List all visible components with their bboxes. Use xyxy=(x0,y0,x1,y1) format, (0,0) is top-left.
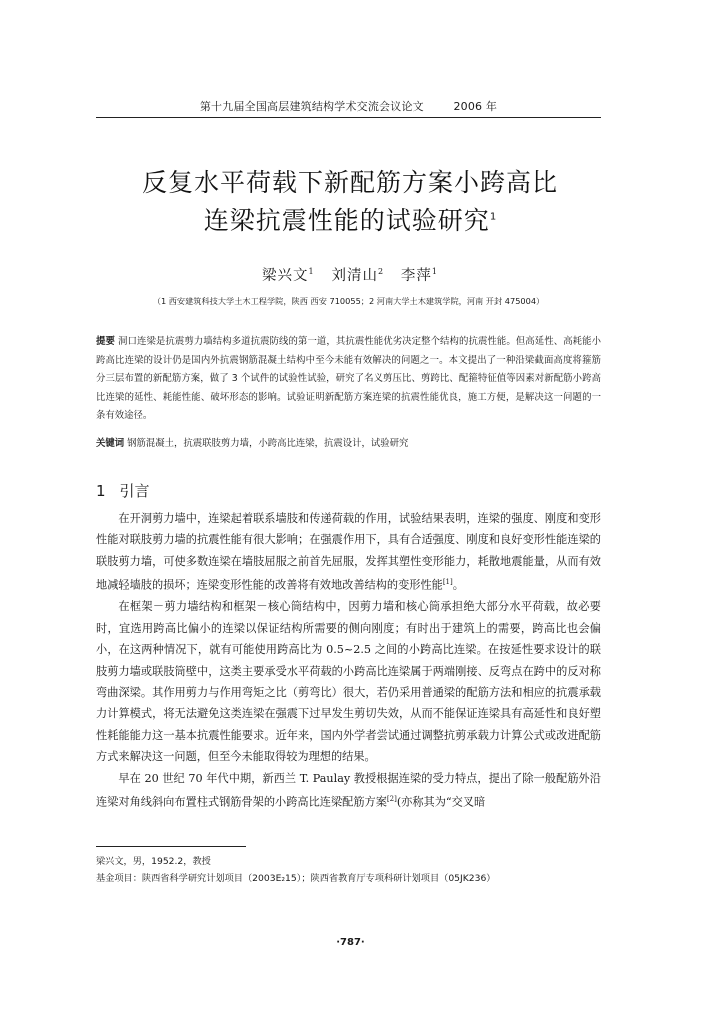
section-number: 1 xyxy=(96,482,106,500)
title-line-2-text: 连梁抗震性能的试验研究 xyxy=(203,206,490,235)
title-footnote-marker: 1 xyxy=(489,211,497,223)
section-heading xyxy=(96,480,150,501)
conference-name: 第十九届全国高层建筑结构学术交流会议论文 xyxy=(199,100,424,113)
paragraph: 在框架－剪力墙结构和框架－核心筒结构中，因剪力墙和核心筒承担绝大部分水平荷载，故必要时，宜选用跨高比偏小的连梁以保证结构所需要的侧向刚度；有时出于建筑上的需要，跨高比也会偏小，在这两种情况下，就有可能使用跨高比为 0.5~2.5 之间的小跨高比连梁。在按延性要求设计的联肢剪力墙或联肢筒壁中，这类主要承受水平荷载的小跨高比连梁属于两端刚接、反弯点在跨中的反对称弯曲深梁。其作用剪力与作用弯矩之比（剪弯比）很大，若仍采用普通梁的配筋方法和相应的抗震承载力计算模式，将无法避免这类连梁在强震下过早发生剪切失效，从而不能保证连梁具有高延性和良好塑性耗能能力这一基本抗震性能要求。近年来，国内外学者尝试通过调整抗剪承载力计算公式或改进配筋方式来解决这一问题，但至今未能取得较为理想的结果。 xyxy=(96,600,601,764)
author-name: 刘清山 xyxy=(331,268,378,284)
abstract-text: 洞口连梁是抗震剪力墙结构多道抗震防线的第一道，其抗震性能优劣决定整个结构的抗震性能。但高延性、高耗能小跨高比连梁的设计仍是国内外抗震钢筋混凝土结构中至今未能有效解决的问题之一。本文提出了一种沿梁截面高度将箍筋分三层布置的新配筋方案，做了 3 个试件的试验性试验，研究了名义剪压比、剪跨比、配箍特征值等因素对新配筋小跨高比连梁的延性、耗能性能、破坏形态的影响。试验证明新配筋方案连梁的抗震性能优良，施工方便，是解决这一问题的一条有效途径。 xyxy=(96,336,601,421)
affiliation: （1 西安建筑科技大学土木工程学院，陕西 西安 710055；2 河南大学土木建筑学院，河南 开封 475004） xyxy=(152,296,545,306)
author-affil-marker: 1 xyxy=(308,267,315,277)
author-footnote: 梁兴文，男，1952.2，教授 xyxy=(96,856,211,867)
paragraph xyxy=(96,508,601,596)
author-affil-marker: 1 xyxy=(431,267,438,277)
citation: [1] xyxy=(442,578,453,587)
keywords xyxy=(96,435,601,449)
paragraph-text: 早在 20 世纪 70 年代中期，新西兰 T. Paulay 教授根据连梁的受力特点，提出了除一般配筋外沿连梁对角线斜向布置柱式钢筋骨架的小跨高比连梁配筋方案 xyxy=(96,771,601,809)
header-rule xyxy=(96,117,601,118)
abstract-label: 提要 xyxy=(96,336,115,347)
running-header xyxy=(96,98,601,114)
keywords-label: 关键词 xyxy=(96,438,125,449)
fund-footnote: 基金项目：陕西省科学研究计划项目（2003E₂15）；陕西省教育厅专项科研计划项目（05JK236） xyxy=(96,873,496,884)
header-year: 2006 年 xyxy=(453,100,498,113)
title-line-1: 反复水平荷载下新配筋方案小跨高比 xyxy=(141,168,558,197)
paragraph xyxy=(96,768,601,814)
body-text xyxy=(96,508,601,813)
citation: [2] xyxy=(386,795,397,804)
author-name: 李萍 xyxy=(400,268,432,284)
section-title: 引言 xyxy=(119,482,150,500)
author-list xyxy=(100,264,600,285)
abstract xyxy=(96,333,601,426)
paragraph-text: 在开洞剪力墙中，连梁起着联系墙肢和传递荷载的作用，试验结果表明，连梁的强度、刚度和变形性能对联肢剪力墙的抗震性能有很大影响；在强震作用下，具有合适强度、刚度和良好变形性能连梁的联肢剪力墙，可使多数连梁在墙肢屈服之前首先屈服，发挥其塑性变形能力，耗散地震能量，从而有效地减轻墙肢的损坏；连梁变形性能的改善将有效地改善结构的变形性能 xyxy=(96,512,601,592)
footnote-rule xyxy=(96,846,246,847)
author-name: 梁兴文 xyxy=(262,268,309,284)
title-line-2 xyxy=(100,201,600,237)
paragraph-text: (亦称其为“交叉暗 xyxy=(396,795,486,809)
page-number: ·787· xyxy=(336,937,365,948)
keywords-text: 钢筋混凝土，抗震联肢剪力墙，小跨高比连梁，抗震设计，试验研究 xyxy=(127,438,409,449)
paragraph-text: 。 xyxy=(452,578,464,592)
author-affil-marker: 2 xyxy=(377,267,385,277)
